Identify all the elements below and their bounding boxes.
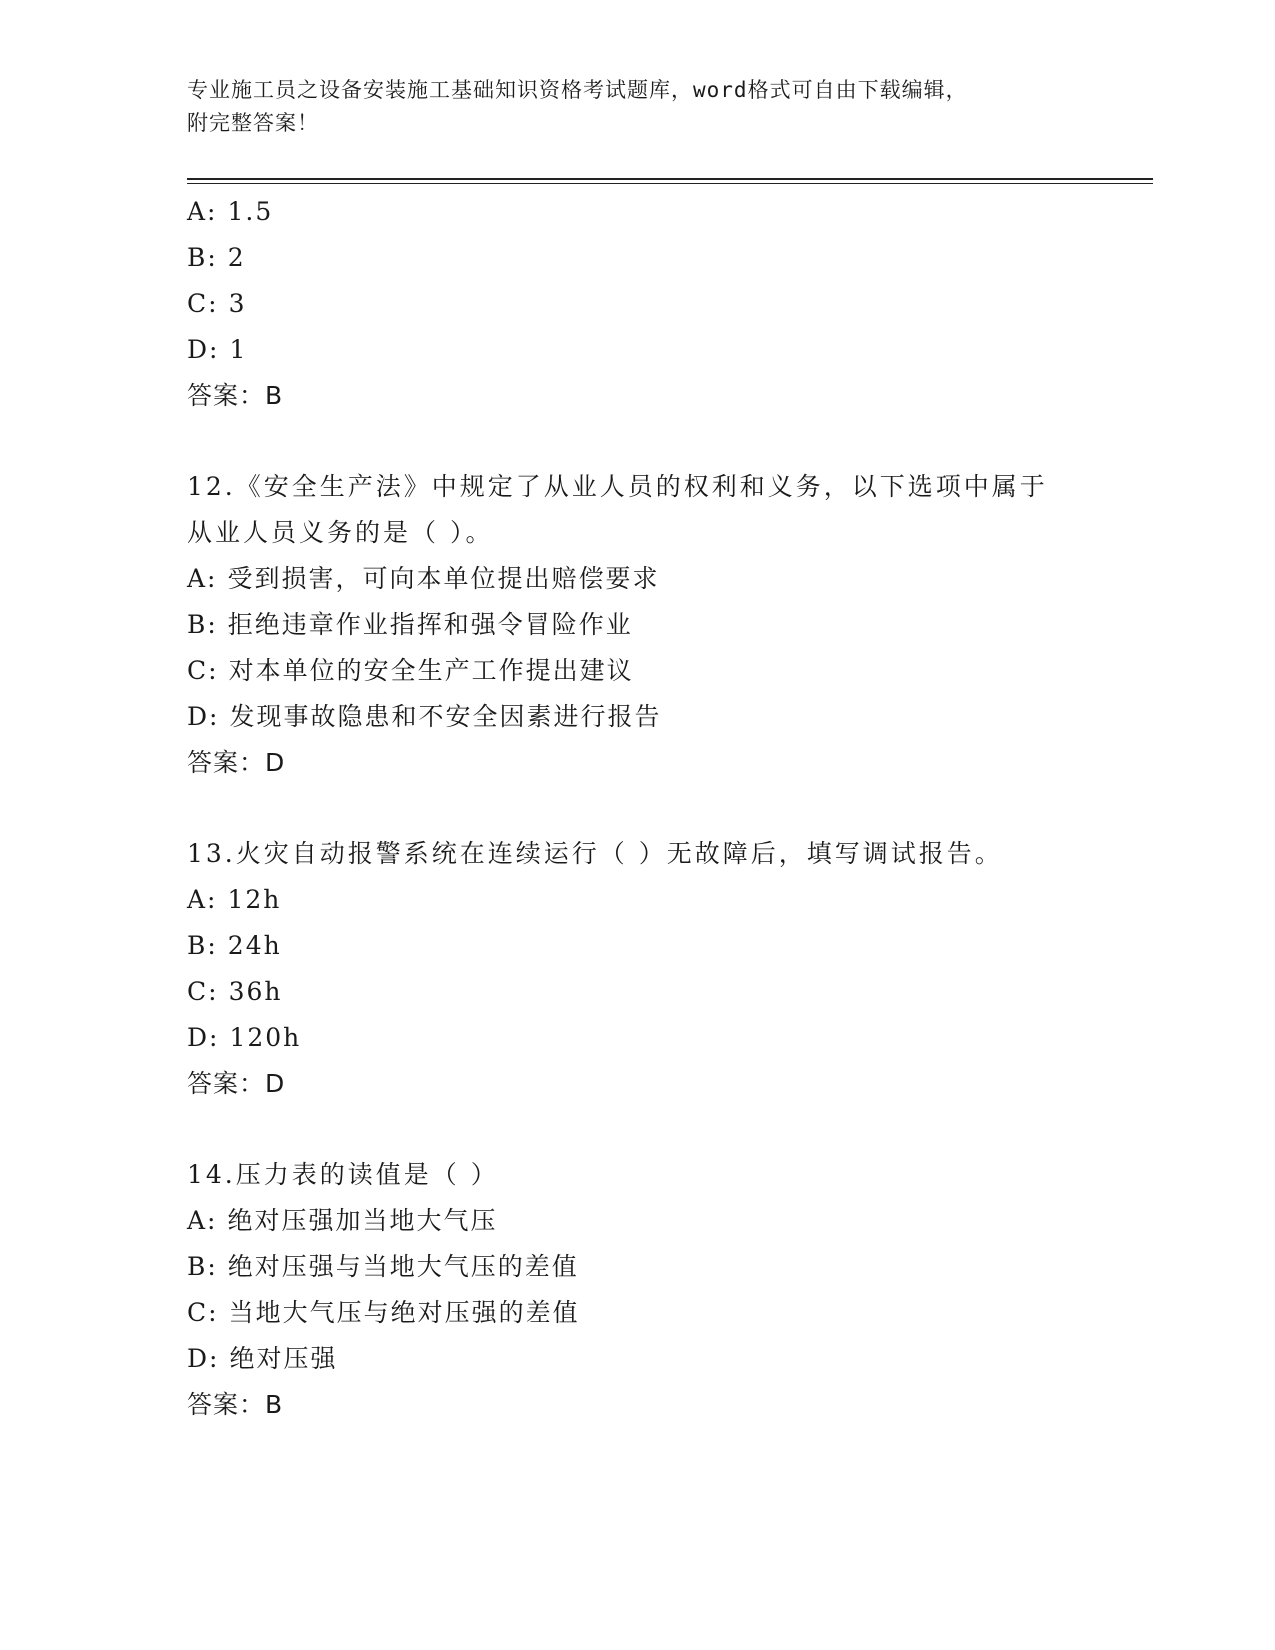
option-b: B: 绝对压强与当地大气压的差值 (187, 1252, 579, 1281)
option-c: C: 3 (187, 289, 247, 318)
answer-line: 答案：B (187, 381, 284, 410)
question-text-line: 从业人员义务的是（ ）。 (187, 518, 494, 547)
question-text-line: 13.火灾自动报警系统在连续运行（ ）无故障后，填写调试报告。 (187, 839, 1003, 868)
option-d: D: 绝对压强 (187, 1344, 338, 1373)
header-line-1: 专业施工员之设备安装施工基础知识资格考试题库，word格式可自由下载编辑， (187, 78, 968, 102)
option-a: A: 1.5 (187, 197, 274, 226)
document-header (187, 74, 1087, 140)
option-a: A: 12h (187, 885, 282, 914)
option-c: C: 36h (187, 977, 283, 1006)
option-b: B: 拒绝违章作业指挥和强令冒险作业 (187, 610, 633, 639)
header-divider-thin (187, 183, 1153, 184)
question-text-line: 12.《安全生产法》中规定了从业人员的权利和义务，以下选项中属于 (187, 472, 1048, 501)
question-list (187, 189, 1137, 1428)
header-line-2: 附完整答案！ (187, 111, 319, 135)
question-text-line: 14.压力表的读值是（ ） (187, 1160, 499, 1189)
question-13 (187, 831, 1137, 1107)
question-12 (187, 464, 1137, 786)
option-a: A: 受到损害，可向本单位提出赔偿要求 (187, 564, 660, 593)
option-d: D: 120h (187, 1023, 302, 1052)
header-divider-thick (187, 178, 1153, 180)
option-a: A: 绝对压强加当地大气压 (187, 1206, 498, 1235)
option-b: B: 24h (187, 931, 282, 960)
option-c: C: 对本单位的安全生产工作提出建议 (187, 656, 634, 685)
question-14 (187, 1152, 1137, 1428)
partial-question (187, 189, 1137, 419)
option-c: C: 当地大气压与绝对压强的差值 (187, 1298, 580, 1327)
option-d: D: 1 (187, 335, 248, 364)
option-b: B: 2 (187, 243, 246, 272)
answer-line: 答案：B (187, 1390, 284, 1419)
option-d: D: 发现事故隐患和不安全因素进行报告 (187, 702, 662, 731)
answer-line: 答案：D (187, 1069, 286, 1098)
answer-line: 答案：D (187, 748, 286, 777)
